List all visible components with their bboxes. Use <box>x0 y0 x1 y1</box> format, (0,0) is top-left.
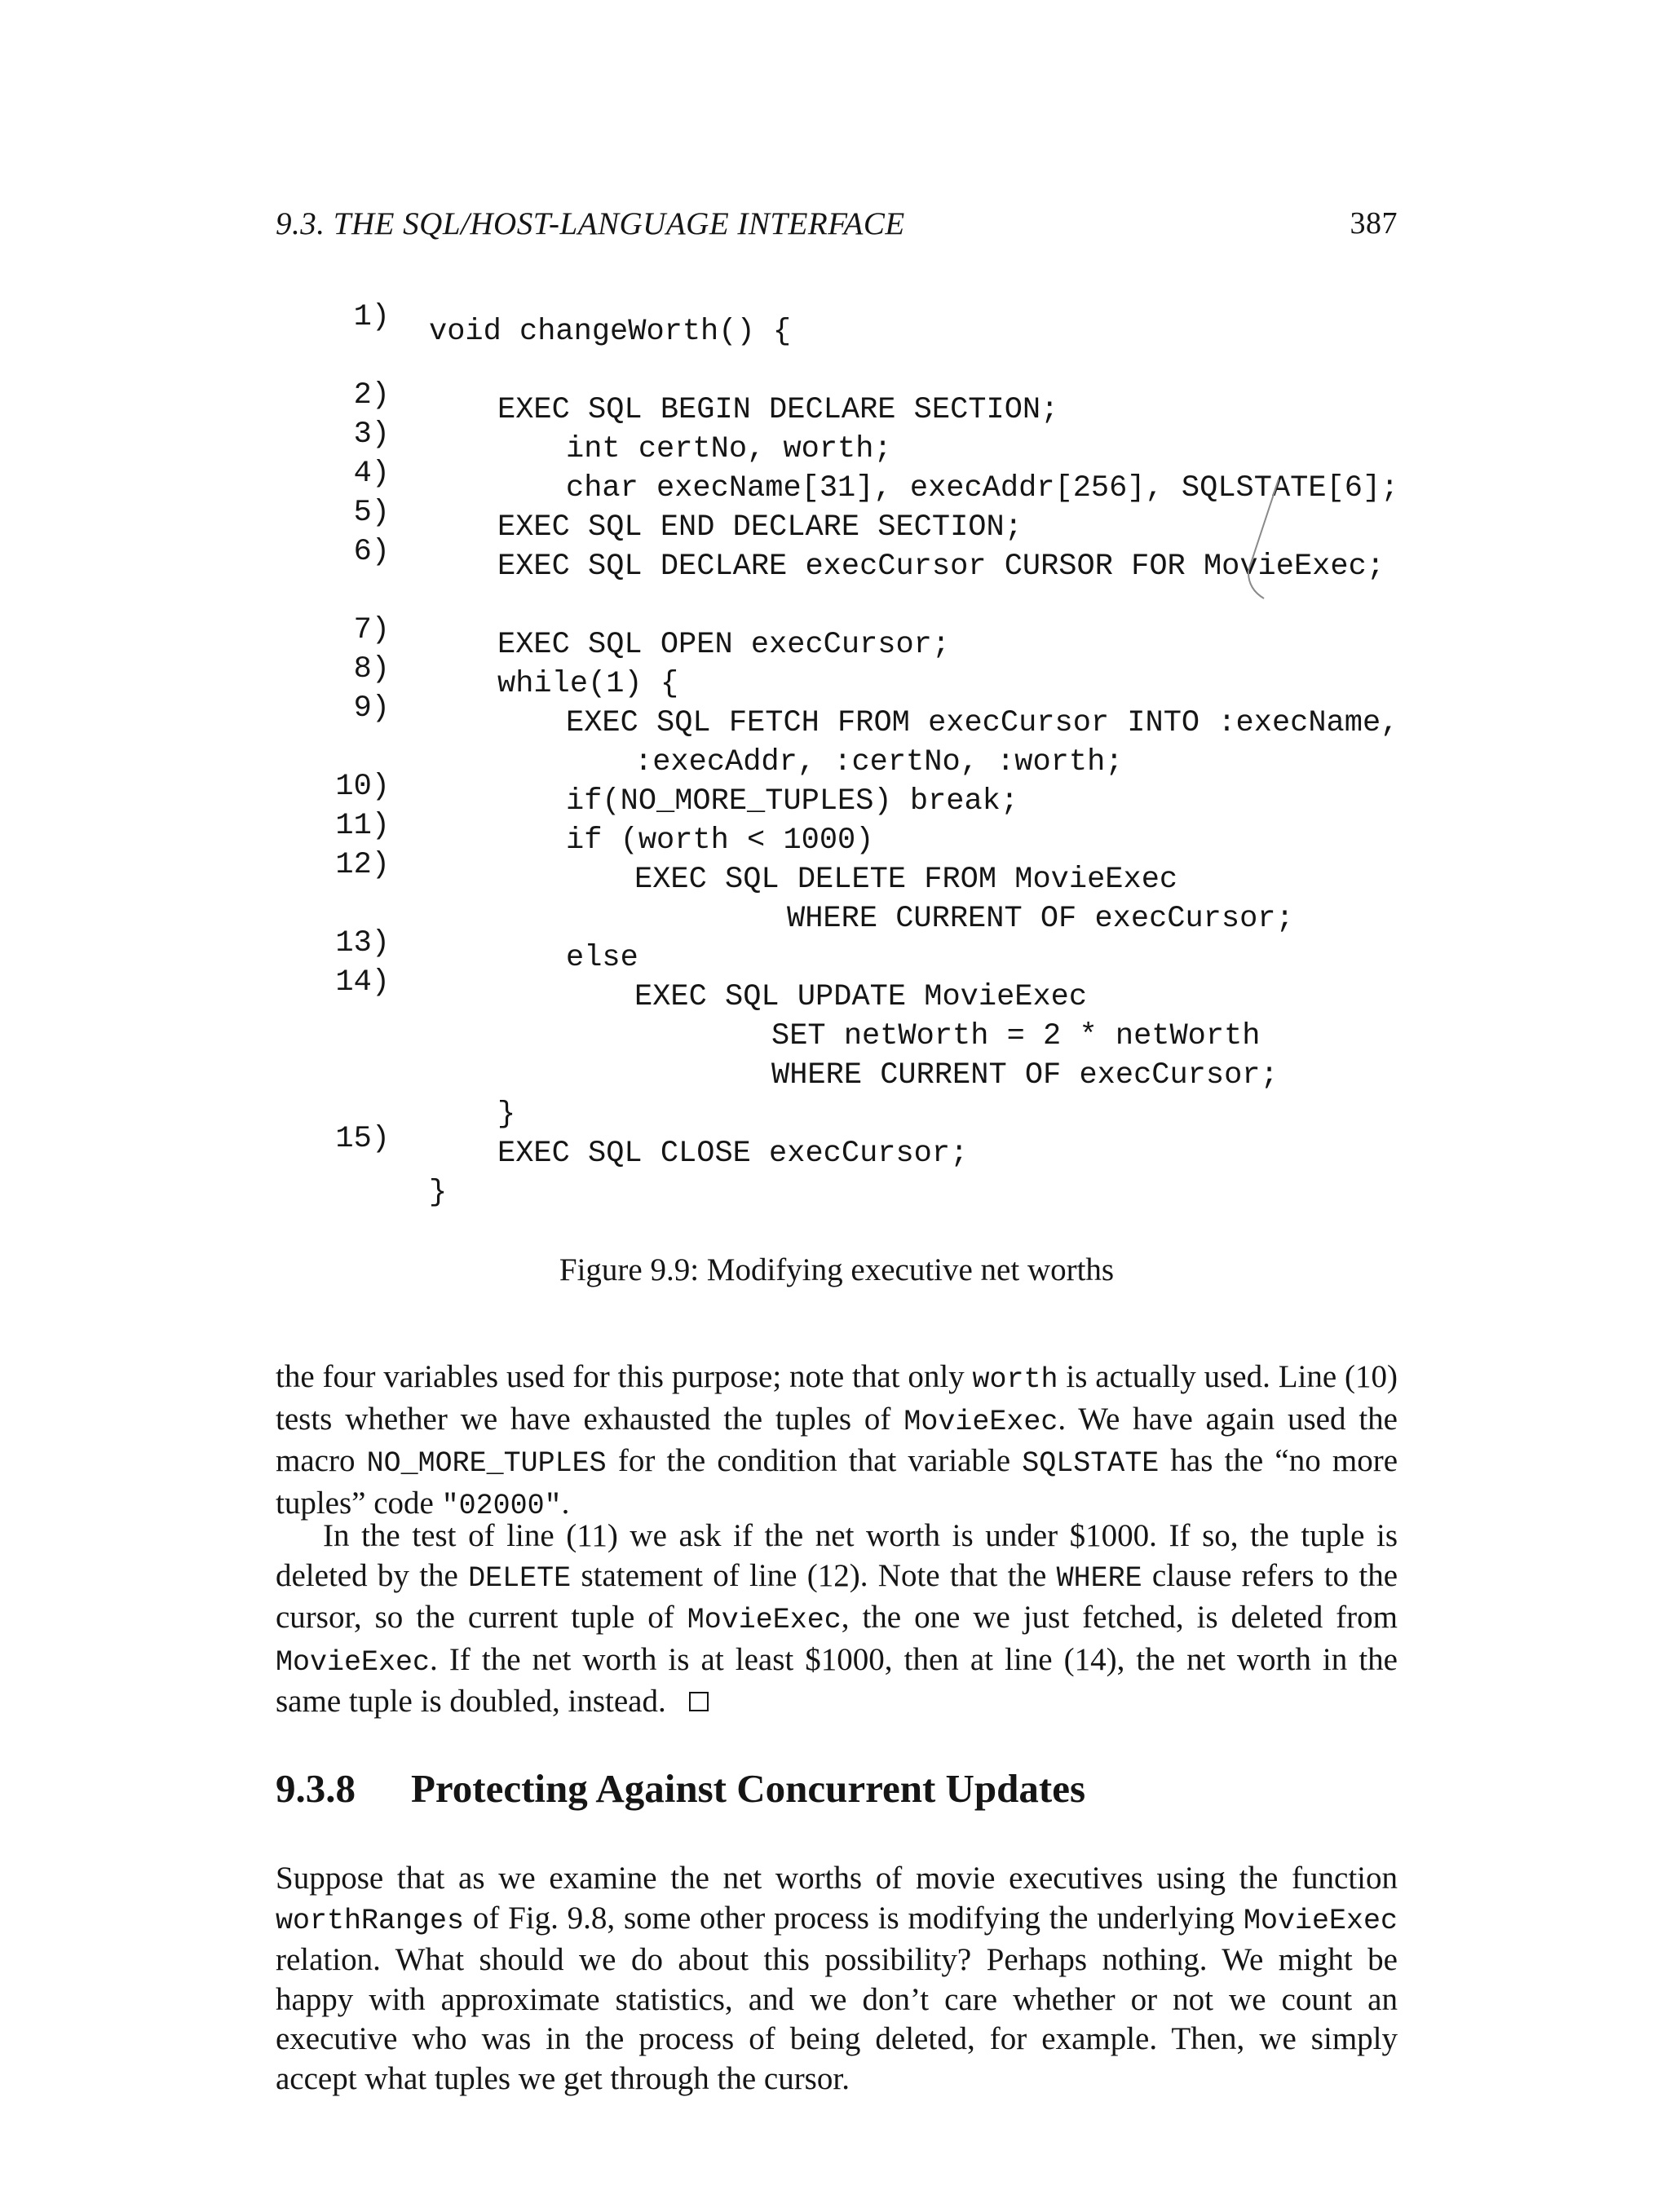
body-paragraph <box>276 1358 1398 1525</box>
code-line <box>276 951 1417 1014</box>
code-text: WHERE CURRENT OF execCursor; <box>771 1058 1279 1093</box>
figure-caption: Figure 9.9: Modifying executive net worths <box>559 1252 1115 1287</box>
code-text: SET netWorth = 2 * netWorth <box>771 1019 1261 1053</box>
line-number: 8) <box>353 652 390 687</box>
pencil-mark <box>276 285 1417 644</box>
code-line <box>276 912 1417 975</box>
line-number: 7) <box>353 613 390 647</box>
code-text: if(NO_MORE_TUPLES) break; <box>566 784 1019 819</box>
text-run: is actually used. Line (10) tests whether we have exhausted the tuples of <box>276 1359 1398 1437</box>
text-run: , the one we just fetched, is deleted from <box>841 1600 1398 1635</box>
end-of-example-icon <box>689 1692 709 1711</box>
line-number: 3) <box>353 417 390 452</box>
inline-code: MovieExec <box>687 1604 842 1636</box>
code-text: :execAddr, :certNo, :worth; <box>634 745 1124 779</box>
code-line <box>276 677 1417 740</box>
code-line <box>276 990 1417 1053</box>
code-text: if (worth < 1000) <box>566 823 874 858</box>
code-text: } <box>497 1097 516 1132</box>
line-number: 13) <box>335 926 390 960</box>
text-run: relation. What should we do about this possibility? Perhaps nothing. We might be happy with approximate statistics, and we don’t care whether or not we count an executive who was in the process of being deleted, for example. Then, we simply accept what tuples we get through the cursor. <box>276 1942 1398 2096</box>
running-title: 9.3. THE SQL/HOST-LANGUAGE INTERFACE <box>276 206 905 241</box>
code-text: EXEC SQL DELETE FROM MovieExec <box>634 863 1178 897</box>
code-text: } <box>429 1176 448 1210</box>
code-text: else <box>566 941 638 975</box>
inline-code: worthRanges <box>276 1904 465 1937</box>
inline-code: SQLSTATE <box>1022 1447 1160 1480</box>
code-line <box>276 794 1417 858</box>
body-paragraph <box>276 1517 1398 1722</box>
line-number: 14) <box>335 965 390 1000</box>
line-number: 4) <box>353 457 390 491</box>
code-line <box>276 1146 1417 1210</box>
line-number: 11) <box>335 809 390 843</box>
text-run: the four variables used for this purpose; note that only <box>276 1359 973 1394</box>
text-run: of Fig. 9.8, some other process is modifying the underlying <box>464 1900 1244 1936</box>
code-text: while(1) { <box>497 667 679 701</box>
code-text: char execName[31], execAddr[256], SQLSTATE[6]; <box>566 471 1399 506</box>
code-listing <box>276 285 1417 1215</box>
inline-code: NO_MORE_TUPLES <box>366 1447 607 1480</box>
code-text: WHERE CURRENT OF execCursor; <box>787 902 1294 936</box>
inline-code: WHERE <box>1056 1561 1142 1595</box>
section-title: Protecting Against Concurrent Updates <box>411 1766 1086 1811</box>
code-text: EXEC SQL CLOSE execCursor; <box>497 1137 969 1171</box>
inline-code: worth <box>972 1363 1058 1396</box>
section-heading <box>276 1765 1398 1812</box>
line-number: 15) <box>335 1122 390 1156</box>
line-number: 10) <box>335 770 390 804</box>
text-run: Suppose that as we examine the net worths of movie executives using the function <box>276 1861 1398 1896</box>
code-line <box>276 872 1417 936</box>
text-run: for the condition that variable <box>606 1443 1023 1478</box>
code-text: EXEC SQL OPEN execCursor; <box>497 628 951 662</box>
inline-code: MovieExec <box>1243 1904 1398 1937</box>
body-paragraph <box>276 1859 1398 2099</box>
running-header <box>276 205 1398 251</box>
code-text: EXEC SQL UPDATE MovieExec <box>634 980 1088 1014</box>
code-text: EXEC SQL DECLARE execCursor CURSOR FOR MovieExec; <box>497 550 1385 584</box>
code-text: EXEC SQL BEGIN DECLARE SECTION; <box>497 393 1059 427</box>
line-number: 12) <box>335 848 390 882</box>
line-number: 1) <box>353 300 390 334</box>
code-text: EXEC SQL FETCH FROM execCursor INTO :execName, <box>566 706 1399 740</box>
inline-code: MovieExec <box>276 1645 431 1679</box>
text-run: . <box>561 1485 570 1521</box>
code-line <box>276 755 1417 819</box>
code-line <box>276 1029 1417 1093</box>
line-number: 6) <box>353 535 390 569</box>
code-line <box>276 833 1417 897</box>
code-line <box>276 1107 1417 1171</box>
text-run: statement of line (12). Note that the <box>571 1557 1057 1593</box>
text-run: has the “no more tuples” code <box>276 1443 1398 1521</box>
line-number: 9) <box>353 691 390 726</box>
text-run: clause refers to the cursor, so the current tuple of <box>276 1557 1398 1635</box>
line-number: 5) <box>353 496 390 530</box>
code-text: void changeWorth() { <box>429 315 792 349</box>
text-run: . We have again used the macro <box>276 1401 1398 1478</box>
page-number: 387 <box>1350 206 1398 241</box>
inline-code: MovieExec <box>903 1405 1058 1438</box>
code-line <box>276 1068 1417 1132</box>
inline-code: DELETE <box>468 1561 572 1595</box>
section-number: 9.3.8 <box>276 1766 356 1811</box>
code-text: int certNo, worth; <box>566 432 892 466</box>
text-run: In the test of line (11) we ask if the net worth is under $1000. If so, the tuple is deleted by the <box>276 1518 1398 1593</box>
code-text: EXEC SQL END DECLARE SECTION; <box>497 510 1023 545</box>
inline-code: "02000" <box>441 1489 562 1522</box>
line-number: 2) <box>353 378 390 413</box>
code-line <box>276 716 1417 779</box>
text-run: . If the net worth is at least $1000, then at line (14), the net worth in the same tuple is doubled, instead. <box>276 1641 1398 1719</box>
